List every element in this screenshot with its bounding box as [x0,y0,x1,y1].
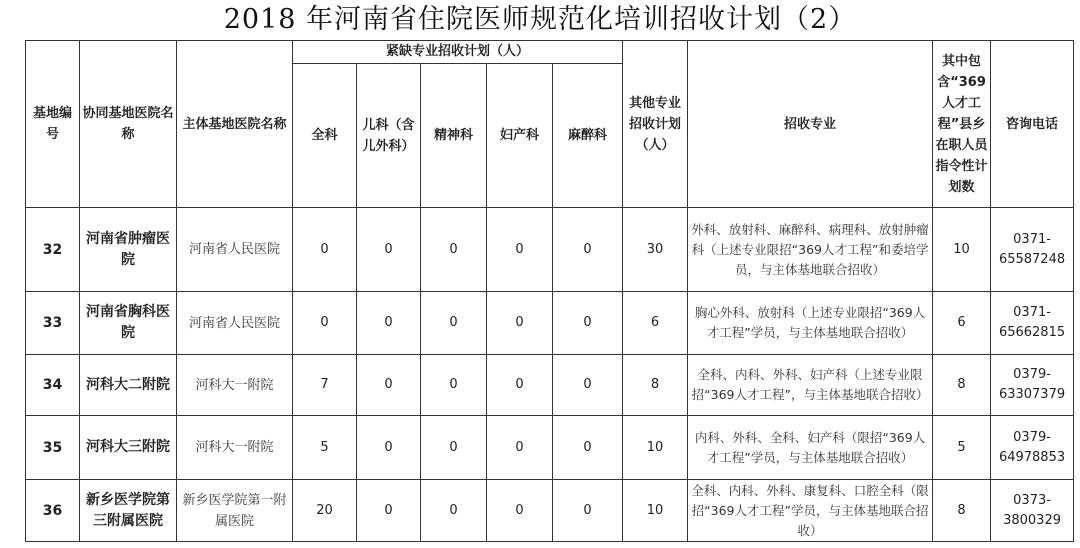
cell-anesthesia: 0 [553,480,623,542]
cell-phone: 0379-63307379 [991,355,1074,416]
cell-pediatrics: 0 [357,480,421,542]
cell-pediatrics: 0 [357,355,421,416]
cell-anesthesia: 0 [553,208,623,292]
cell-other-plan: 6 [623,292,688,355]
cell-pediatrics: 0 [357,208,421,292]
cell-obstetrics: 0 [487,208,553,292]
cell-main-hospital: 河南省人民医院 [177,208,293,292]
cell-other-plan: 8 [623,355,688,416]
header-phone: 咨询电话 [991,41,1074,208]
cell-psychiatry: 0 [421,355,487,416]
cell-other-plan: 10 [623,416,688,480]
cell-directive: 5 [933,416,991,480]
cell-coop-hospital: 河南省肿瘤医院 [80,208,177,292]
cell-anesthesia: 0 [553,292,623,355]
cell-psychiatry: 0 [421,292,487,355]
header-obstetrics: 妇产科 [487,64,553,208]
cell-majors: 全科、内科、外科、康复科、口腔全科（限招“369人才工程”学员，与主体基地联合招收） [688,480,933,542]
cell-directive: 6 [933,292,991,355]
cell-base-no: 34 [26,355,80,416]
cell-phone: 0371-65587248 [991,208,1074,292]
cell-obstetrics: 0 [487,416,553,480]
header-main-hospital: 主体基地医院名称 [177,41,293,208]
cell-phone: 0371-65662815 [991,292,1074,355]
cell-main-hospital: 河科大一附院 [177,355,293,416]
cell-directive: 8 [933,480,991,542]
header-majors: 招收专业 [688,41,933,208]
recruitment-plan-table [25,40,1074,542]
cell-base-no: 33 [26,292,80,355]
cell-main-hospital: 河南省人民医院 [177,292,293,355]
header-base-no: 基地编号 [26,41,80,208]
header-general: 全科 [293,64,357,208]
cell-psychiatry: 0 [421,480,487,542]
header-pediatrics: 儿科（含儿外科） [357,64,421,208]
cell-coop-hospital: 河科大三附院 [80,416,177,480]
table-row [26,208,1074,292]
cell-main-hospital: 新乡医学院第一附属医院 [177,480,293,542]
cell-general: 0 [293,208,357,292]
table-row [26,292,1074,355]
header-other-plan: 其他专业招收计划（人） [623,41,688,208]
header-psychiatry: 精神科 [421,64,487,208]
cell-base-no: 36 [26,480,80,542]
cell-coop-hospital: 河南省胸科医院 [80,292,177,355]
table-header-row [26,41,1074,64]
cell-anesthesia: 0 [553,416,623,480]
cell-majors: 全科、内科、外科、妇产科（上述专业限招“369人才工程”，与主体基地联合招收） [688,355,933,416]
cell-psychiatry: 0 [421,208,487,292]
cell-directive: 10 [933,208,991,292]
table-row [26,416,1074,480]
cell-general: 20 [293,480,357,542]
table-row [26,480,1074,542]
page-title: 2018 年河南省住院医师规范化培训招收计划（2） [223,4,857,35]
table-row [26,355,1074,416]
cell-majors: 外科、放射科、麻醉科、病理科、放射肿瘤科（上述专业限招“369人才工程”和委培学员，与主体基地联合招收） [688,208,933,292]
cell-pediatrics: 0 [357,292,421,355]
cell-anesthesia: 0 [553,355,623,416]
cell-base-no: 35 [26,416,80,480]
header-directive: 其中包含“369人才工程”县乡在职人员指令性计划数 [933,41,991,208]
cell-phone: 0373-3800329 [991,480,1074,542]
cell-main-hospital: 河科大一附院 [177,416,293,480]
cell-general: 5 [293,416,357,480]
cell-base-no: 32 [26,208,80,292]
cell-obstetrics: 0 [487,292,553,355]
cell-pediatrics: 0 [357,416,421,480]
cell-directive: 8 [933,355,991,416]
header-shortage-group: 紧缺专业招收计划（人） [293,41,623,64]
cell-coop-hospital: 河科大二附院 [80,355,177,416]
cell-obstetrics: 0 [487,480,553,542]
header-anesthesia: 麻醉科 [553,64,623,208]
cell-other-plan: 10 [623,480,688,542]
cell-obstetrics: 0 [487,355,553,416]
cell-majors: 内科、外科、全科、妇产科（限招“369人才工程”学员，与主体基地联合招收） [688,416,933,480]
header-coop-hospital: 协同基地医院名称 [80,41,177,208]
cell-coop-hospital: 新乡医学院第三附属医院 [80,480,177,542]
cell-phone: 0379-64978853 [991,416,1074,480]
cell-psychiatry: 0 [421,416,487,480]
cell-general: 7 [293,355,357,416]
cell-other-plan: 30 [623,208,688,292]
cell-general: 0 [293,292,357,355]
cell-majors: 胸心外科、放射科（上述专业限招“369人才工程”学员，与主体基地联合招收） [688,292,933,355]
